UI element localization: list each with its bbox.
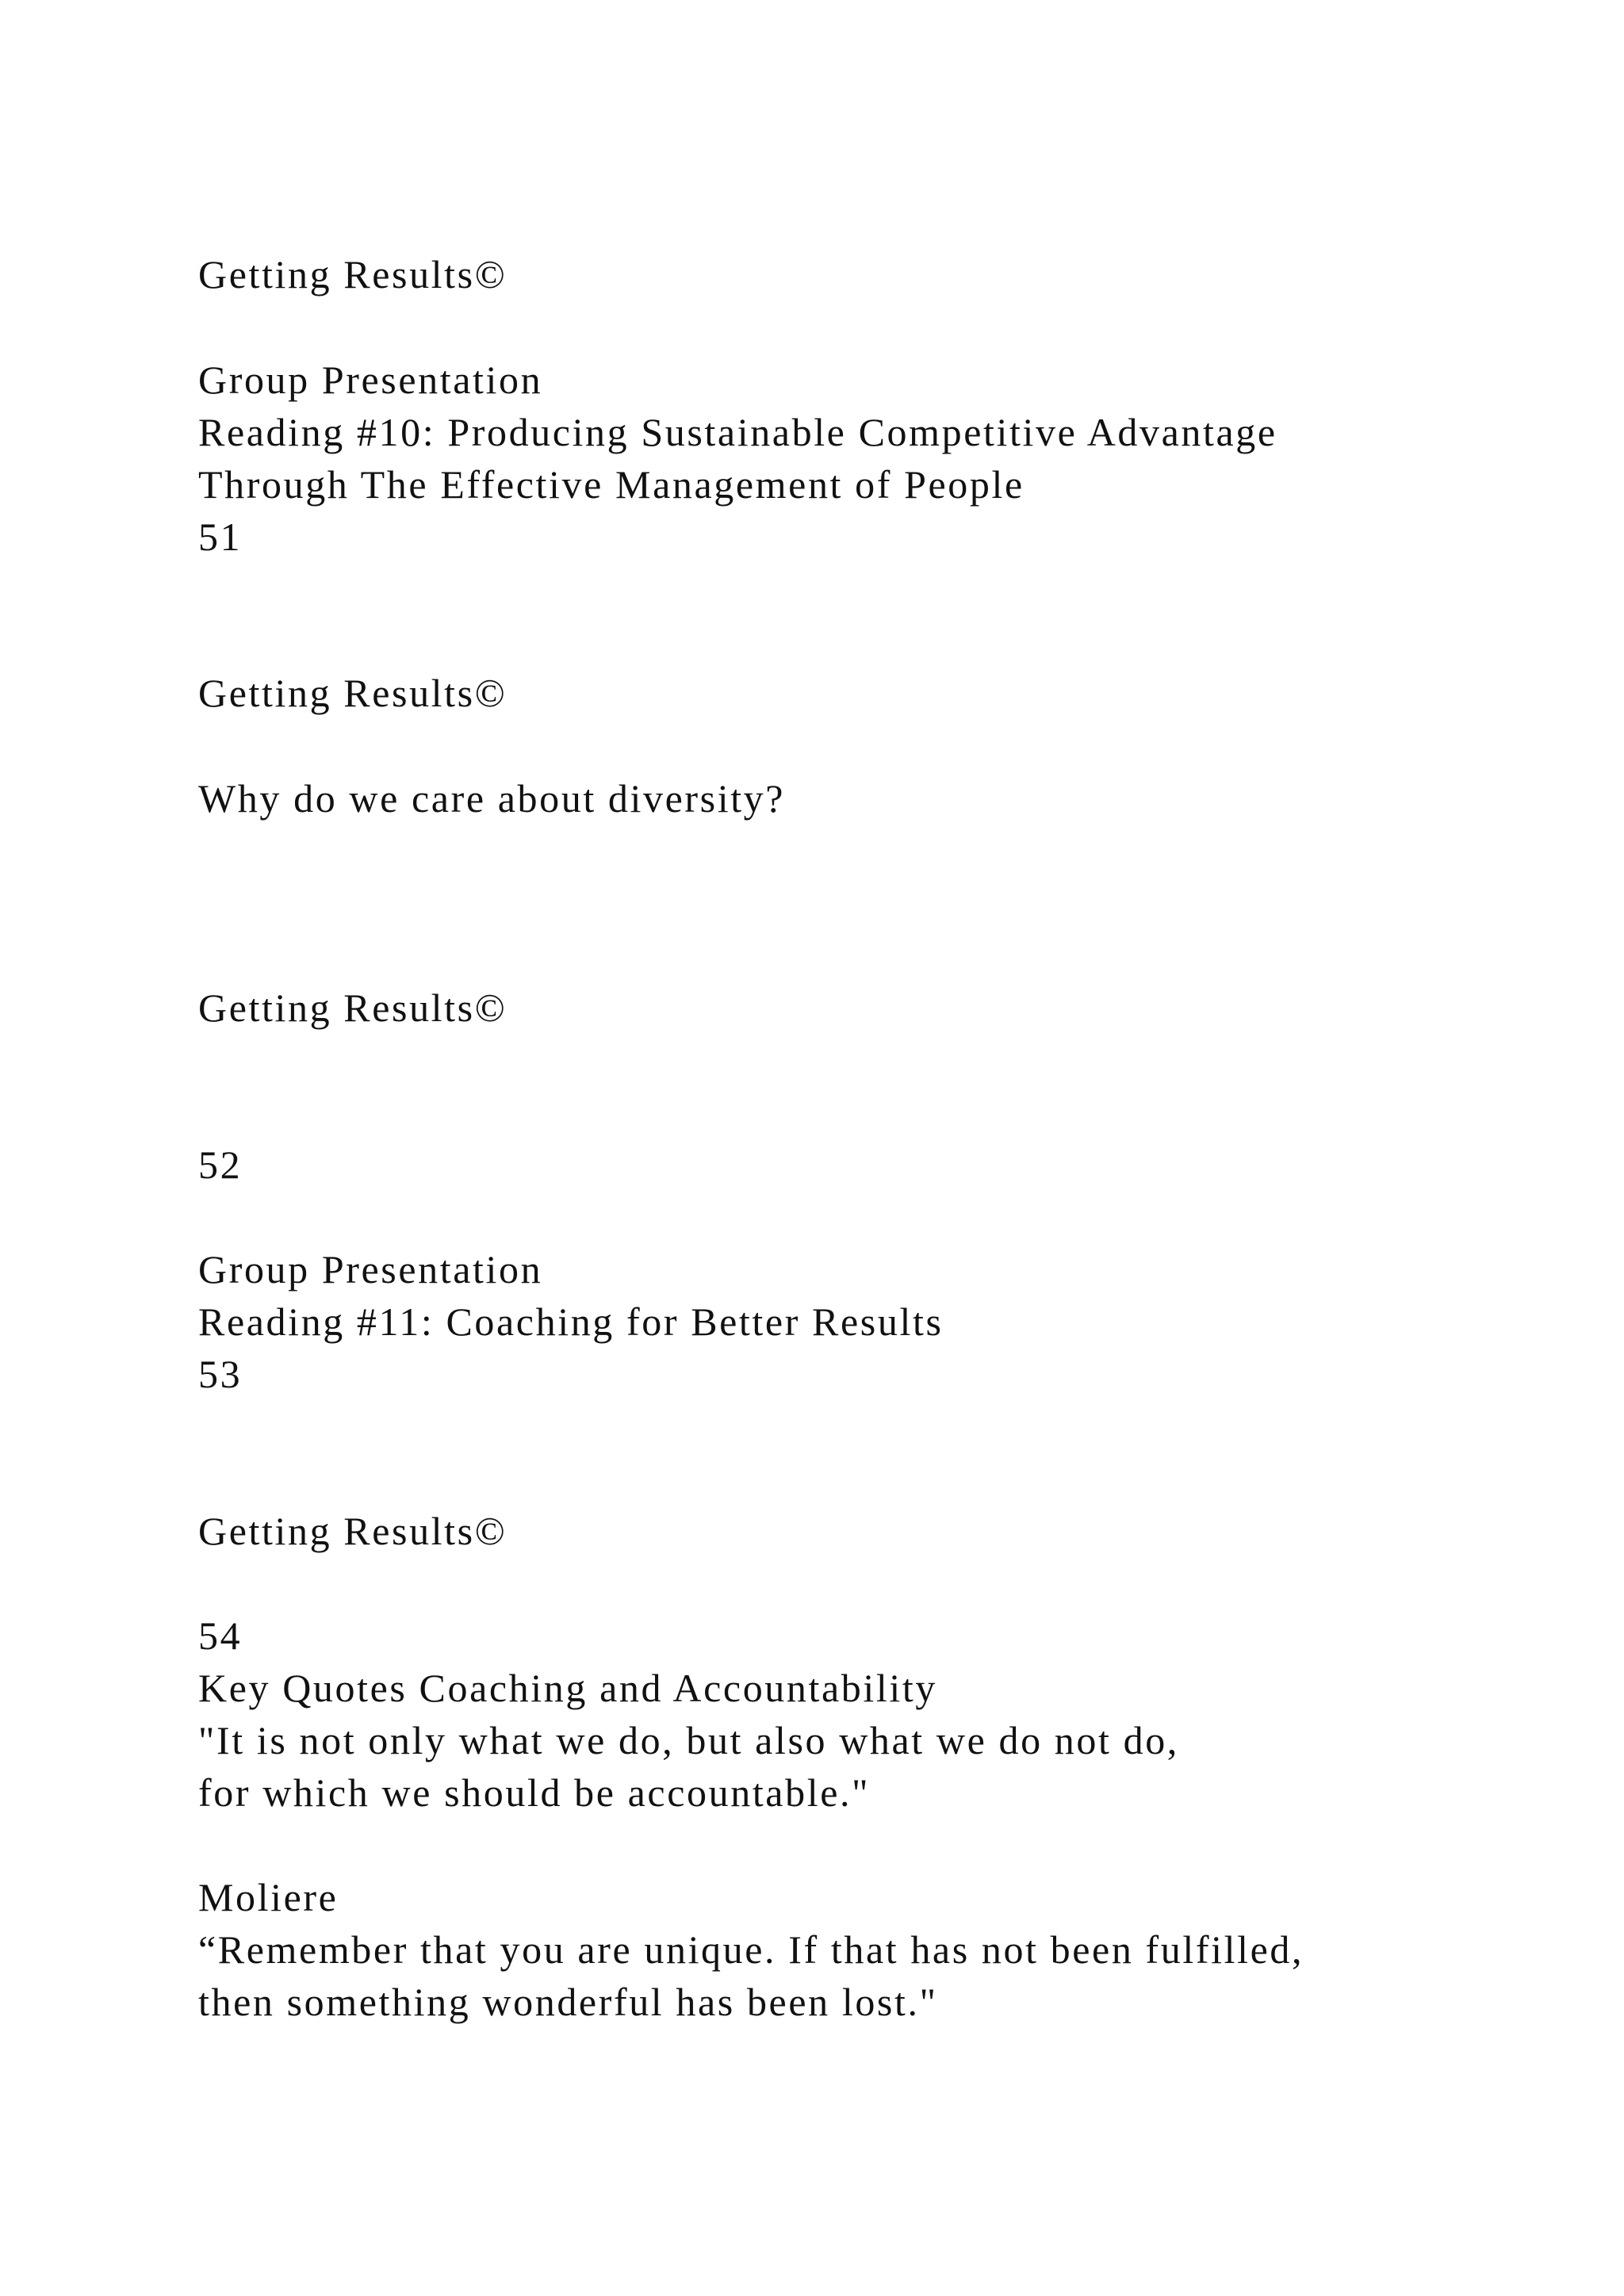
slide-footer-text: Getting Results© [198,1509,508,1553]
quote-line: then something wonderful has been lost." [198,1980,938,2024]
slide-footer-text: Getting Results© [198,671,508,715]
slide-heading: Group Presentation [198,1247,543,1292]
slide-number: 51 [198,515,243,559]
quote-line: for which we should be accountable." [198,1770,871,1815]
reading-title-line: Reading #11: Coaching for Better Results [198,1299,944,1344]
slide-heading: Group Presentation [198,358,543,402]
slide-footer-text: Getting Results© [198,252,508,297]
slide-heading: Why do we care about diversity? [198,776,786,821]
reading-title-line: Reading #10: Producing Sustainable Competitive Advantage [198,410,1277,454]
quote-line: "It is not only what we do, but also what we do not do, [198,1718,1179,1762]
quote-author: Moliere [198,1875,339,1919]
slide-number: 53 [198,1352,243,1396]
slide-number: 54 [198,1613,243,1658]
reading-title-line: Through The Effective Management of People [198,462,1025,507]
slide-footer-text: Getting Results© [198,985,508,1030]
slide-number: 52 [198,1142,243,1187]
quote-line: “Remember that you are unique. If that has not been fulfilled, [198,1927,1304,1972]
slide-heading: Key Quotes Coaching and Accountability [198,1666,937,1710]
